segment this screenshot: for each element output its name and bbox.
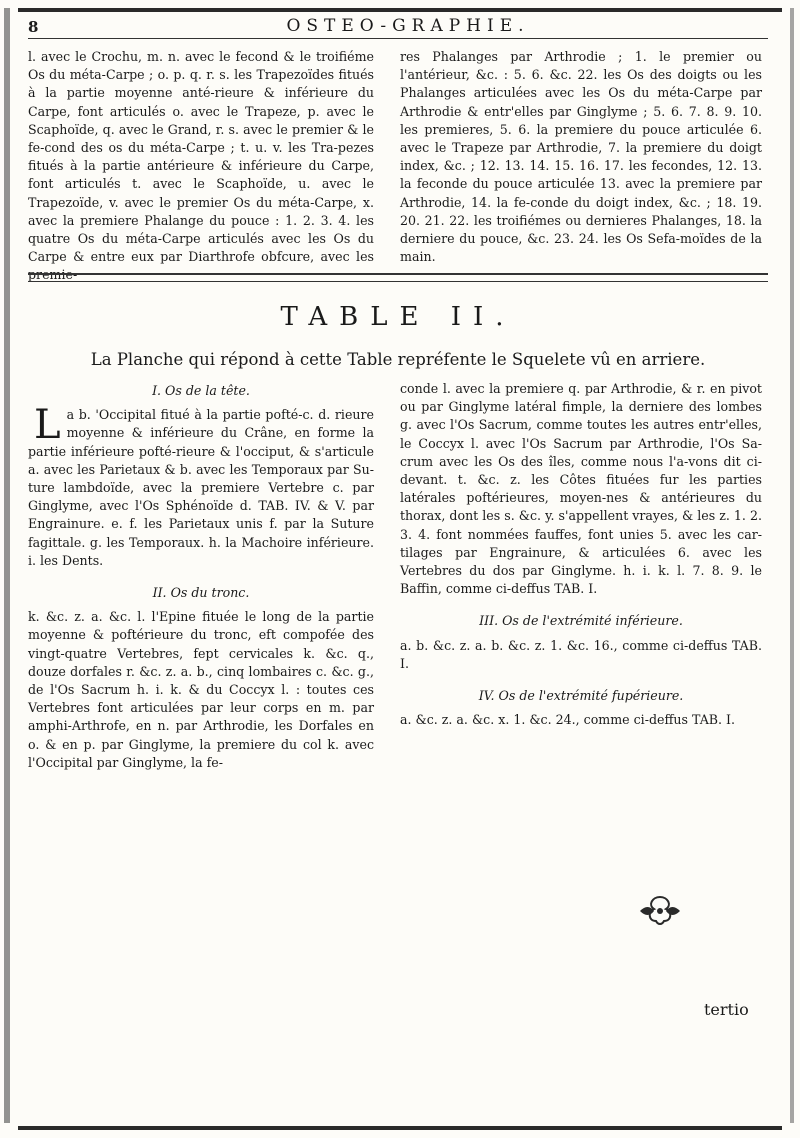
section-text-trunk: k. &c. z. a. &c. l. l'Epine fituée le long de la partie moyenne & poftérieure du tronc, eft compofée des vingt-quatre Vertebres, fept cervicales k. &c. q., douze dorfales r. &c. z. a. b., cinq lombaires c. &c. g., de l'Os Sacrum h. i. k. & du Coccyx l. : toutes ces Vertebres font articulées par leur corps en m. par amphi-Arthrofe, en n. par Arthrodie, les Dorfales en o. & en p. par Ginglyme, la premiere du col k. avec l'Occipital par Ginglyme, la fe- <box>28 609 374 770</box>
top-left-column: l. avec le Crochu, m. n. avec le fecond & le troifiéme Os du méta-Carpe ; o. p. q. r. s. les Trapezoïdes fitués à la partie moyenne anté-rieure & inférieure du Carpe, font articulés o. avec le Trapeze, p. avec le Scaphoïde, q. avec le Grand, r. s. avec le premier & le fe-cond des os du méta-Carpe ; t. u. v. les Tra-pezes fitués à la partie antérieure & inférieure du Carpe, font articulés t. avec le Scaphoïde, u. avec le Trapezoïde, v. avec le premier Os du méta-Carpe, x. avec la premiere Phalange du pouce : 1. 2. 3. 4. les quatre Os du méta-Carpe articulés avec les Os du Carpe & entre eux par Diarthrofe obfcure, avec les premie- <box>28 49 374 283</box>
table-title: TABLE II. <box>280 302 516 332</box>
section-text-lower-limb: a. b. &c. z. a. b. &c. z. 1. &c. 16., comme ci-deffus TAB. I. <box>400 637 762 671</box>
section-heading-trunk: II. Os du tronc. <box>152 585 250 601</box>
section-text-trunk-continued: conde l. avec la premiere q. par Arthrodie, & r. en pivot ou par Ginglyme latéral fimple, la derniere des lombes g. avec l'Os Sacrum, comme toutes les autres entr'elles, le Coccyx l. avec l'Os Sacrum par Arthrodie, l'Os Sa-crum avec les Os des îles, comme nous l'a-vons dit ci-devant. t. &c. z. les Côtes fituées fur les parties latérales poftérieures, moyen-nes & antérieures du thorax, dont les s. &c. y. s'appellent vrayes, & les z. 1. 2. 3. 4. font nommées fauffes, font unies 5. avec les car-tilages par Engrainure, & articulées 6. avec les Vertebres du dos par Ginglyme. h. i. k. l. 7. 8. 9. le Baffin, comme ci-deffus TAB. I. <box>400 381 762 597</box>
top-right-column: res Phalanges par Arthrodie ; 1. le premier ou l'antérieur, &c. : 5. 6. &c. 22. les Os des doigts ou les Phalanges articulées avec les Os du méta-Carpe par Arthrodie & entr'elles par Ginglyme ; 5. 6. 7. 8. 9. 10. les premieres, 5. 6. la premiere du pouce articulée 6. avec le Trapeze par Arthrodie, 7. la premiere du doigt index, &c. ; 12. 13. 14. 15. 16. 17. les fecondes, 12. 13. la feconde du pouce articulée 13. avec la premiere par Arthrodie, 14. la fe-conde du doigt index, &c. ; 18. 19. 20. 21. 22. les troifiémes ou dernieres Phalanges, 18. la derniere du pouce, &c. 23. 24. les Os Sefa-moïdes de la main. <box>400 49 762 265</box>
table-right-column <box>400 380 762 729</box>
section-heading-upper-limb: IV. Os de l'extrémité fupérieure. <box>478 688 684 704</box>
floral-ornament <box>630 891 690 931</box>
ornament-graphic <box>630 891 690 931</box>
left-binding-edge <box>4 8 10 1123</box>
running-title: OSTEO-GRAPHIE. <box>286 16 530 36</box>
bottom-border <box>18 1126 782 1130</box>
page-number: 8 <box>28 18 39 36</box>
page <box>18 8 782 1130</box>
catchword: tertio <box>704 1000 749 1019</box>
drop-cap: L <box>34 402 61 449</box>
section-heading-lower-limb: III. Os de l'extrémité inférieure. <box>479 613 683 629</box>
section-heading-head: I. Os de la tête. <box>152 383 250 398</box>
section-text-upper-limb: a. &c. z. a. &c. x. 1. &c. 24., comme ci-deffus TAB. I. <box>400 712 736 728</box>
section-text-head: a b. 'Occipital fitué à la partie pofté-c. d. rieure moyenne & inférieure du Crâne, en forme la partie inférieure pofté-rieure & l'occiput, & s'articule a. avec les Parietaux & b. avec les Temporaux par Su-ture lambdoïde, avec la premiere Vertebre c. par Ginglyme, avec l'Os Sphénoïde d. TAB. IV. & V. par Engrainure. e. f. les Parietaux unis f. par la Suture fagittale. g. les Temporaux. h. la Machoire inférieure. i. les Dents. <box>28 407 374 568</box>
top-border <box>18 8 782 12</box>
table-subtitle: La Planche qui répond à cette Table repréfente le Squelete vû en arriere. <box>90 350 706 369</box>
right-edge <box>790 8 794 1123</box>
running-header <box>28 14 768 39</box>
double-rule-divider <box>28 273 768 282</box>
table-left-column <box>28 380 374 772</box>
